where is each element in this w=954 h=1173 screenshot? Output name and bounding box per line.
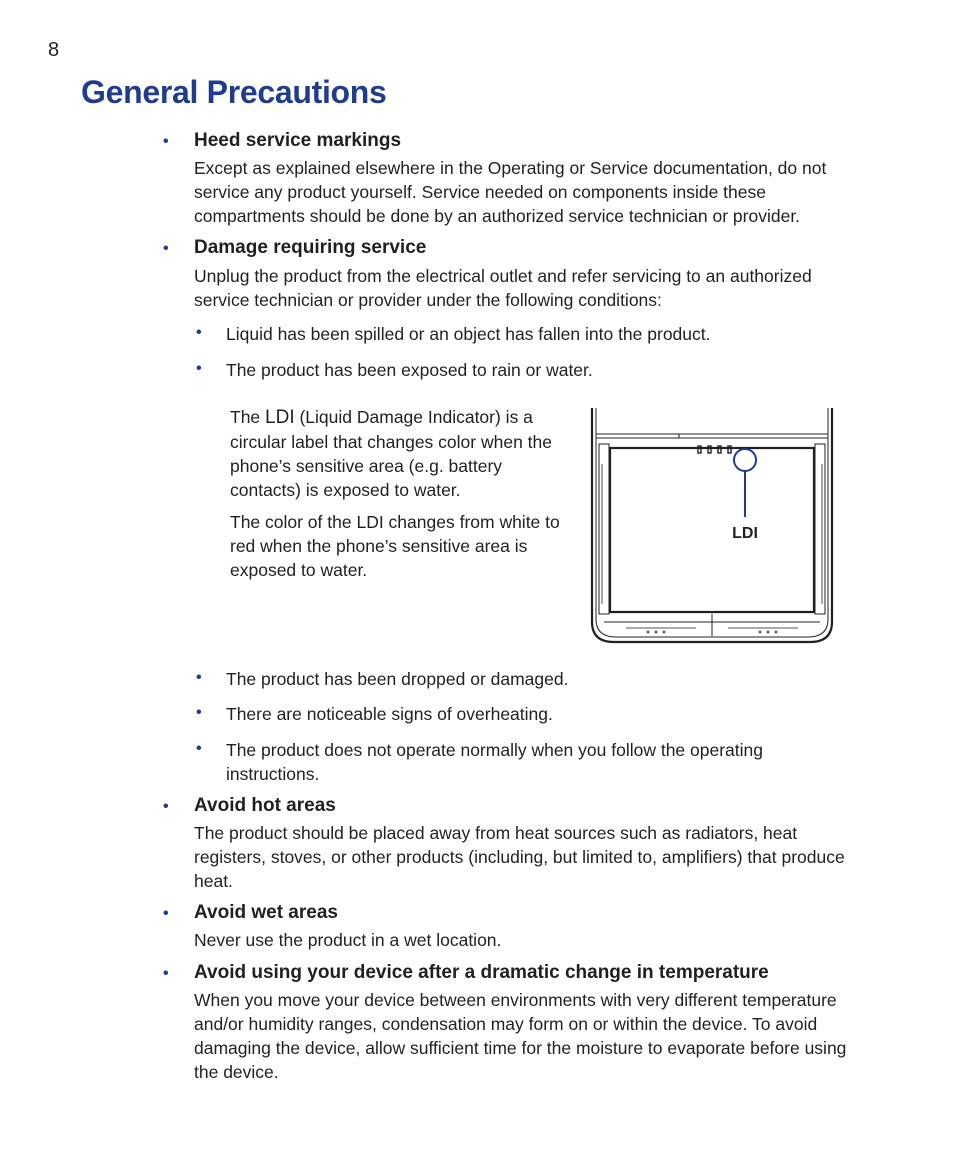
ldi-description [230,405,565,502]
phone-body-outline [592,408,832,642]
bullet: • [196,740,202,757]
ldi-rest: (Liquid Damage Indicator) is a circular label that changes color when the phone’s sensitive area (e.g. battery contacts) is exposed to water. [230,407,552,500]
section-heading-wet-areas: Avoid wet areas [194,902,338,923]
condition-item: The product has been dropped or damaged. [226,669,569,689]
section-body-service-markings: Except as explained elsewhere in the Operating or Service documentation, do not service any product yourself. Service needed on components inside these compartments should be done by an authorized service technician or provider. [194,158,827,226]
condition-item: Liquid has been spilled or an object has fallen into the product. [226,324,711,344]
bullet: • [163,905,169,922]
ldi-circle-icon [734,449,756,471]
section-body-damage-service: Unplug the product from the electrical outlet and refer servicing to an authorized service technician or provider under the following conditions: [194,266,812,310]
bullet: • [196,360,202,377]
section-heading-hot-areas: Avoid hot areas [194,795,336,816]
bullet: • [163,133,169,150]
ldi-color-change: The color of the LDI changes from white to red when the phone’s sensitive area is exposed to water. [230,512,560,580]
section-body-hot-areas: The product should be placed away from heat sources such as radiators, heat registers, stoves, or other products (including, but limited to, amplifiers) that produce heat. [194,823,845,891]
page-title: General Precautions [81,74,387,110]
section-heading-temperature-change: Avoid using your device after a dramatic change in temperature [194,962,769,983]
ldi-term: LDI [265,407,295,428]
condition-item: The product has been exposed to rain or water. [226,360,593,380]
section-body-wet-areas: Never use the product in a wet location. [194,930,502,950]
ldi-prefix: The [230,407,266,427]
bullet: • [163,965,169,982]
condition-item: There are noticeable signs of overheating. [226,704,553,724]
section-body-temperature-change: When you move your device between environments with very different temperature and/or humidity ranges, condensation may form on or within the device. To avoid damaging the device, allow sufficient time for the moisture to evaporate before using the device. [194,990,847,1082]
bullet: • [163,798,169,815]
page-number: 8 [48,39,60,61]
ldi-figure-label: LDI [732,525,758,542]
phone-ldi-diagram [586,404,838,644]
section-heading-damage-service: Damage requiring service [194,237,427,258]
section-heading-service-markings: Heed service markings [194,130,402,151]
bullet: • [196,669,202,686]
bullet: • [196,704,202,721]
bullet: • [163,240,169,257]
condition-item: The product does not operate normally when you follow the operating instructions. [226,740,763,784]
bullet: • [196,324,202,341]
